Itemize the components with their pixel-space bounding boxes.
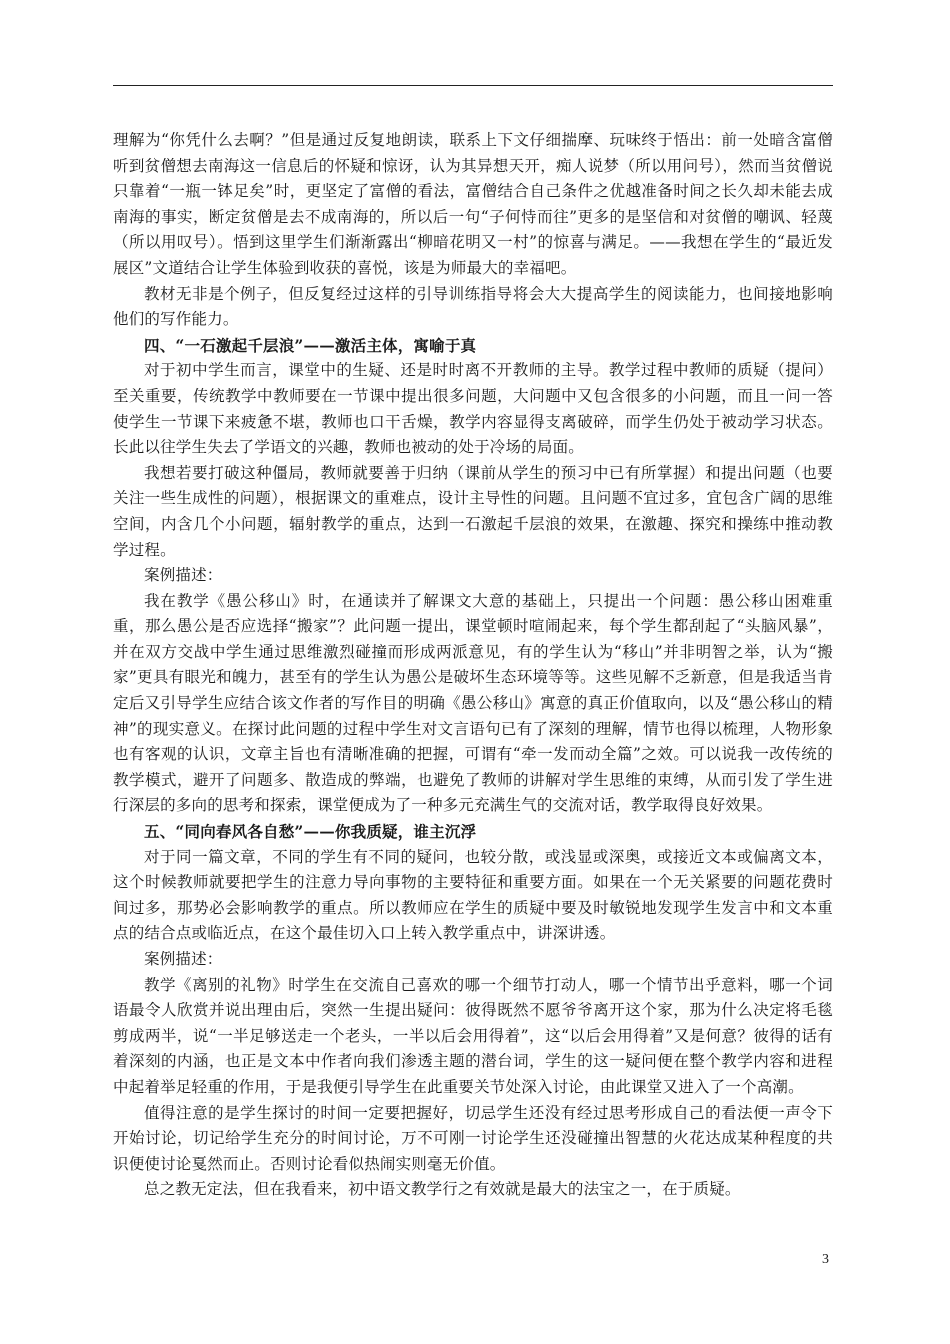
document-body <box>113 128 833 1203</box>
case-label: 案例描述： <box>144 950 223 968</box>
paragraph: 教学《离别的礼物》时学生在交流自己喜欢的哪一个细节打动人，哪一个情节出乎意料，哪一个词语最令人欣赏并说出理由后，突然一生提出疑问：彼得既然不愿爷爷离开这个家，那为什么决定将毛毯剪成两半，说“一半足够送走一个老头，一半以后会用得着”，这“以后会用得着”又是何意？彼得的话有着深刻的内涵，也正是文本中作者向我们渗透主题的潜台词，学生的这一疑问便在整个教学内容和进程中起着举足轻重的作用，于是我便引导学生在此重要关节处深入讨论，由此课堂又进入了一个高潮。 <box>113 975 833 1096</box>
section-heading-5: 五、“同向春风各自愁”——你我质疑，谁主沉浮 <box>144 822 477 842</box>
case-label: 案例描述： <box>144 566 223 585</box>
paragraph: 我想若要打破这种僵局，教师就要善于归纳（课前从学生的预习中已有所掌握）和提出问题（也要关注一些生成性的问题），根据课文的重难点，设计主导性的问题。且问题不宜过多，宜包含广阔的思维空间，内含几个小问题，辐射教学的重点，达到一石激起千层浪的效果，在激趣、探究和操练中推动教学过程。 <box>113 463 833 559</box>
paragraph: 总之教无定法，但在我看来，初中语文教学行之有效就是最大的法宝之一，在于质疑。 <box>144 1180 741 1199</box>
paragraph: 对于初中学生而言，课堂中的生疑、还是时时离不开教师的主导。教学过程中教师的质疑（提问）至关重要，传统教学中教师要在一节课中提出很多问题，大问题中又包含很多的小问题，而且一问一答使学生一节课下来疲惫不堪，教师也口干舌燥，教学内容显得支离破碎，而学生仍处于被动学习状态。长此以往学生失去了学语文的兴趣，教师也被动的处于冷场的局面。 <box>113 361 833 457</box>
paragraph: 我在教学《愚公移山》时，在通读并了解课文大意的基础上，只提出一个问题：愚公移山困难重重，那么愚公是否应选择“搬家”？此问题一提出，课堂顿时喧闹起来，每个学生都刮起了“头脑风暴”，并在双方交战中学生通过思维激烈碰撞而形成两派意见，有的学生认为“移山”并非明智之举，认为“搬家”更具有眼光和魄力，甚至有的学生认为愚公是破坏生态环境等等。这些见解不乏新意，但是我适当肯定后又引导学生应结合该文作者的写作目的明确《愚公移山》寓意的真正价值取向，以及“愚公移山的精神”的现实意义。在探讨此问题的过程中学生对文言语句已有了深刻的理解，情节也得以梳理，人物形象也有客观的认识，文章主旨也有清晰准确的把握，可谓有“牵一发而动全篇”之效。可以说我一改传统的教学模式，避开了问题多、散造成的弊端，也避免了教师的讲解对学生思维的束缚，从而引发了学生进行深层的多向的思考和探索，课堂便成为了一种多元充满生气的交流对话，教学取得良好效果。 <box>113 591 833 815</box>
paragraph: 教材无非是个例子，但反复经过这样的引导训练指导将会大大提高学生的阅读能力，也间接地影响他们的写作能力。 <box>113 284 833 329</box>
section-heading-4: 四、“一石激起千层浪”——激活主体，寓喻于真 <box>144 335 477 355</box>
header-rule <box>113 85 833 86</box>
paragraph-continuation: 理解为“你凭什么去啊？”但是通过反复地朗读，联系上下文仔细揣摩、玩味终于悟出：前一处暗含富僧听到贫僧想去南海这一信息后的怀疑和惊讶，认为其异想天开，痴人说梦（所以用问号），然而当贫僧说只靠着“一瓶一钵足矣”时，更坚定了富僧的看法，富僧结合自己条件之优越准备时间之长久却未能去成南海的事实，断定贫僧是去不成南海的，所以后一句“子何恃而往”更多的是坚信和对贫僧的嘲讽、轻蔑（所以用叹号）。悟到这里学生们渐渐露出“柳暗花明又一村”的惊喜与满足。——我想在学生的“最近发展区”文道结合让学生体验到收获的喜悦，该是为师最大的幸福吧。 <box>113 131 833 277</box>
paragraph: 值得注意的是学生探讨的时间一定要把握好，切忌学生还没有经过思考形成自己的看法便一声令下开始讨论，切记给学生充分的时间讨论，万不可刚一讨论学生还没碰撞出智慧的火花达成某种程度的共识便使讨论戛然而止。否则讨论看似热闹实则毫无价值。 <box>113 1103 833 1173</box>
paragraph: 对于同一篇文章，不同的学生有不同的疑问，也较分散，或浅显或深奥，或接近文本或偏离文本，这个时候教师就要把学生的注意力导向事物的主要特征和重要方面。如果在一个无关紧要的问题花费时间过多，那势必会影响教学的重点。所以教师应在学生的质疑中要及时敏锐地发现学生发言中和文本重点的结合点或临近点，在这个最佳切入口上转入教学重点中，讲深讲透。 <box>113 847 833 943</box>
page-number: 3 <box>822 1252 829 1267</box>
